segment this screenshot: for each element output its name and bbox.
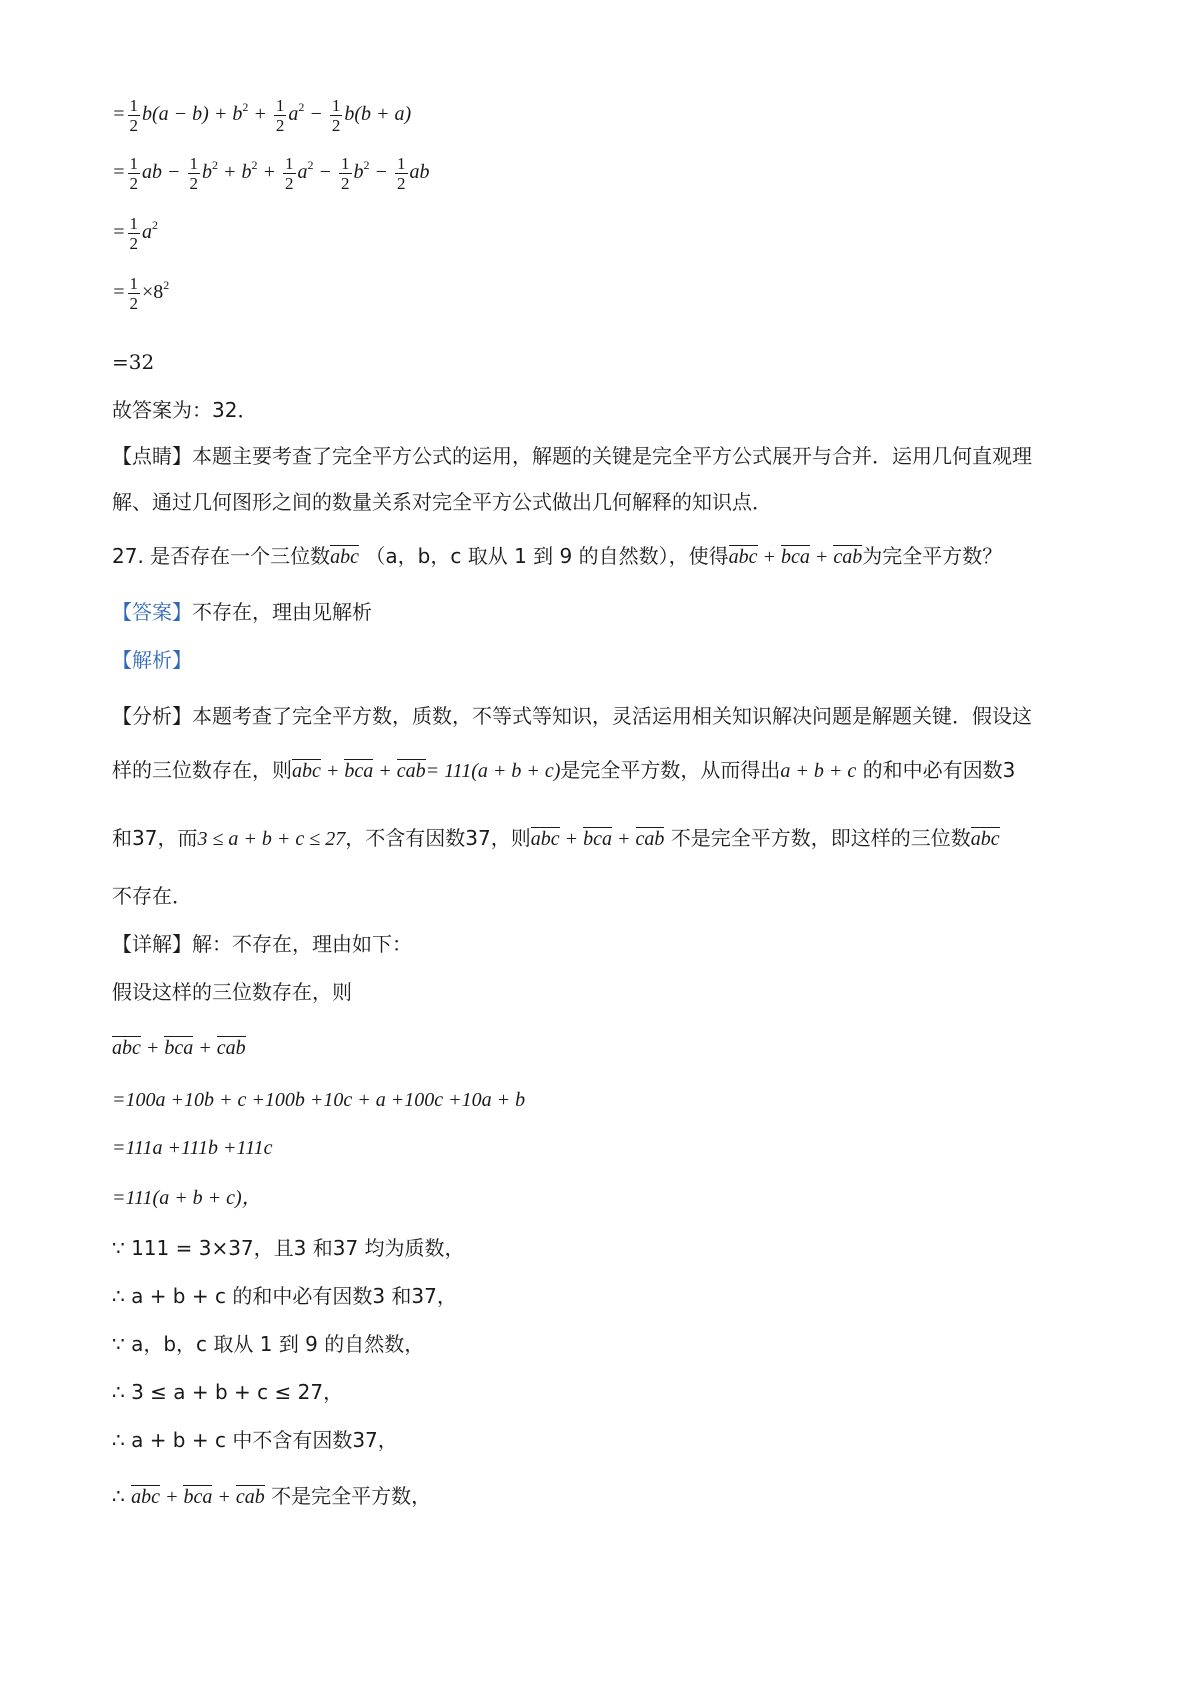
question-27: 27. 是否存在一个三位数abc （a，b，c 取从 1 到 9 的自然数），使得abc + bca + cab为完全平方数？ xyxy=(112,544,1003,568)
detail-reason-5: ∴ a + b + c 中不含有因数37， xyxy=(112,1428,398,1452)
overline-abc: abc xyxy=(530,828,560,850)
overline-abc: abc xyxy=(970,828,1000,850)
detail-reason-2: ∴ a + b + c 的和中必有因数3 和37， xyxy=(112,1284,457,1308)
comment-text-b: 解、通过几何图形之间的数量关系对完全平方公式做出几何解释的知识点． xyxy=(112,490,772,514)
answer-line: 故答案为：32． xyxy=(112,398,258,422)
detail-reason-4: ∴ 3 ≤ a + b + c ≤ 27， xyxy=(112,1380,344,1404)
analysis-tag-label: 【分析】 xyxy=(112,704,192,728)
detail-eq-2: =111a +111b +111c xyxy=(112,1137,273,1159)
detail-sum-expression: abc + bca + cab xyxy=(112,1037,246,1059)
detail-reason-1: ∵ 111 = 3×37，且3 和37 均为质数， xyxy=(112,1236,465,1260)
detail-intro: 解：不存在，理由如下： xyxy=(192,932,412,956)
overline-abc: abc xyxy=(131,1486,160,1508)
comment-line-2 xyxy=(112,490,772,514)
calc-line-4: = $\frac{1}{2}$ $\times 8^2$ xyxy=(112,274,170,313)
detail-eq-1: =100a +10b + c +100b +10c + a +100c +10a + b xyxy=(112,1089,526,1111)
analysis-line-4: 不存在． xyxy=(112,884,192,908)
detail-assume: 假设这样的三位数存在，则 xyxy=(112,980,352,1004)
overline-bca: bca xyxy=(164,1037,194,1059)
analysis-line-1 xyxy=(112,704,1032,728)
overline-cab: cab xyxy=(216,1037,246,1059)
overline-bca: bca xyxy=(583,828,613,850)
analysis-p1: 本题考查了完全平方数，质数，不等式等知识，灵活运用相关知识解决问题是解题关键．假设这 xyxy=(192,704,1032,728)
analysis-line-2: 样的三位数存在，则abc + bca + cab= 111(a + b + c)是完全平方数，从而得出a + b + c 的和中必有因数3 xyxy=(112,758,1016,782)
answer-tag: 【答案】 xyxy=(112,600,192,624)
question-stem-b: （a，b，c 取从 1 到 9 的自然数），使得 xyxy=(365,544,729,568)
overline-cab: cab xyxy=(635,828,665,850)
detail-reason-6: ∴ abc + bca + cab 不是完全平方数， xyxy=(112,1484,432,1508)
comment-text-a: 本题主要考查了完全平方公式的运用，解题的关键是完全平方公式展开与合并．运用几何直观理 xyxy=(192,444,1032,468)
overline-bca: bca xyxy=(781,546,810,568)
detail-tag: 【详解】 xyxy=(112,932,192,956)
detail-reason-3: ∵ a，b，c 取从 1 到 9 的自然数， xyxy=(112,1332,425,1356)
comment-line-1 xyxy=(112,444,1032,468)
overline-cab: cab xyxy=(396,760,426,782)
overline-abc: abc xyxy=(292,760,321,782)
answer-block xyxy=(112,600,372,624)
detail-eq-3: =111(a + b + c)， xyxy=(112,1187,262,1209)
overline-abc: abc xyxy=(728,546,758,568)
overline-abc: abc xyxy=(330,546,360,568)
calc-line-2: = $\frac{1}{2}$ ab − $\frac{1}{2}$ $b^2 + b^2$ + $\frac{1}{2}$ $a^2$ − $\frac{1}{2}$ $b^2$ − $\frac{1}{2}$ ab xyxy=(112,154,430,193)
overline-cab: cab xyxy=(235,1486,265,1508)
overline-cab: cab xyxy=(833,546,863,568)
overline-abc: abc xyxy=(112,1037,141,1059)
calc-line-1: = $\frac{1}{2}$ $b(a - b) + b^2$ + $\frac{1}{2}$ $a^2$ − $\frac{1}{2}$ b(b + a) xyxy=(112,96,412,135)
question-stem-a: 是否存在一个三位数 xyxy=(150,544,331,568)
overline-bca: bca xyxy=(344,760,374,782)
detail-line-1 xyxy=(112,932,412,956)
question-number: 27. xyxy=(112,544,144,568)
calc-line-5: =32 xyxy=(112,350,155,374)
analysis-tag: 【解析】 xyxy=(112,648,192,672)
comment-tag: 【点睛】 xyxy=(112,444,192,468)
overline-bca: bca xyxy=(183,1486,213,1508)
question-stem-c: 为完全平方数？ xyxy=(862,544,1003,568)
calc-line-3: = $\frac{1}{2}$ $a^2$ xyxy=(112,214,158,253)
answer-text: 不存在，理由见解析 xyxy=(192,600,372,624)
analysis-line-3: 和37，而3 ≤ a + b + c ≤ 27，不含有因数37，则abc + bca + cab 不是完全平方数，即这样的三位数abc xyxy=(112,826,1000,850)
